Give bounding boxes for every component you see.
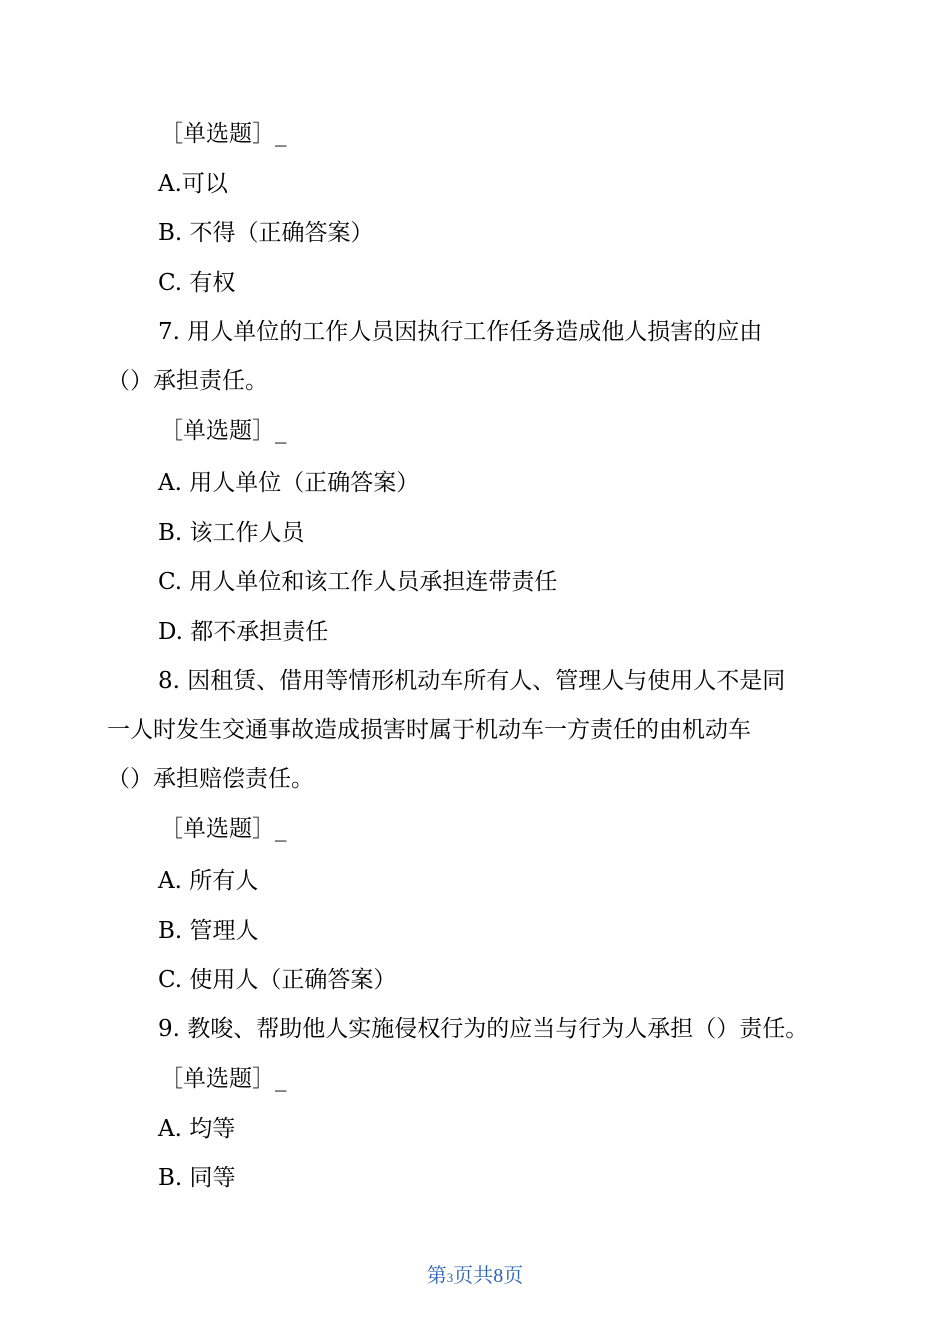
question-type-tag: ［单选题］_ bbox=[160, 1066, 287, 1092]
question-9-text: 9. 教唆、帮助他人实施侵权行为的应当与行为人承担（）责任。 bbox=[158, 1016, 809, 1042]
option-c: C. 用人单位和该工作人员承担连带责任 bbox=[158, 569, 558, 595]
footer-suffix: 页 bbox=[503, 1265, 524, 1287]
question-7-text-cont: （）承担责任。 bbox=[107, 368, 268, 394]
option-a: A. 用人单位（正确答案） bbox=[158, 470, 420, 496]
footer-prefix: 第 bbox=[426, 1265, 447, 1287]
question-8-text-cont: （）承担赔偿责任。 bbox=[107, 766, 314, 792]
option-a: A.可以 bbox=[158, 171, 228, 197]
question-7-text: 7. 用人单位的工作人员因执行工作任务造成他人损害的应由 bbox=[158, 319, 763, 345]
option-b: B. 不得（正确答案） bbox=[158, 220, 374, 246]
option-b: B. 同等 bbox=[158, 1165, 236, 1191]
option-c: C. 有权 bbox=[158, 270, 236, 296]
option-b: B. 该工作人员 bbox=[158, 520, 305, 546]
question-type-tag: ［单选题］_ bbox=[160, 121, 287, 147]
page-footer bbox=[0, 1259, 950, 1288]
current-page-number: 3 bbox=[446, 1270, 454, 1285]
question-8-text-cont: 一人时发生交通事故造成损害时属于机动车一方责任的由机动车 bbox=[107, 717, 751, 743]
question-type-tag: ［单选题］_ bbox=[160, 816, 287, 842]
question-type-tag: ［单选题］_ bbox=[160, 418, 287, 444]
option-a: A. 所有人 bbox=[158, 868, 259, 894]
option-d: D. 都不承担责任 bbox=[158, 619, 329, 645]
option-a: A. 均等 bbox=[158, 1116, 236, 1142]
question-8-text: 8. 因租赁、借用等情形机动车所有人、管理人与使用人不是同 bbox=[158, 668, 786, 694]
total-page-number: 8 bbox=[493, 1265, 504, 1287]
footer-middle: 页共 bbox=[453, 1265, 494, 1287]
option-b: B. 管理人 bbox=[158, 918, 259, 944]
option-c: C. 使用人（正确答案） bbox=[158, 967, 397, 993]
